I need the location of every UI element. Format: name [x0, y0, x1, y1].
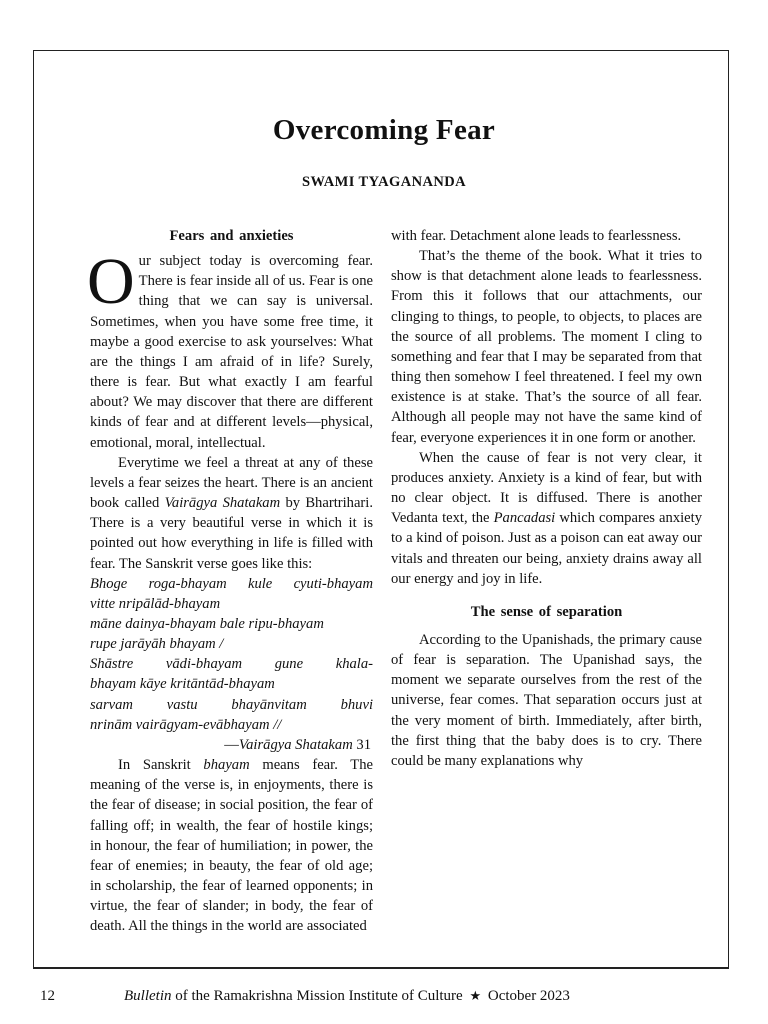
book-title-pancadasi: Pancadasi	[493, 510, 556, 527]
paragraph-meaning-text-a: In Sanskrit	[118, 757, 204, 774]
page-footer	[0, 988, 768, 1008]
journal-name-italic: Bulletin	[124, 988, 172, 1004]
book-title-vairagya: Vairāgya Shatakam	[164, 495, 281, 512]
journal-name-rest: of the Ramakrishna Mission Institute of Culture	[171, 988, 463, 1004]
paragraph-theme: That’s the theme of the book. What it tries to show is that detachment alone leads to fearlessness. From this it follows that our attachments, our clinging to things, to people, to objects, to places are the source of all problems. The moment I cling to something and fear that I may be separated from that thing then somehow I feel threatened. I feel my own existence is at stake. That’s the source of all fear. Although all people may not have the same kind of fear, everyone experiences it in one form or another.	[391, 248, 702, 446]
verse-line: nrinām vairāgyam-evābhayam //	[90, 716, 282, 733]
verse-line: Bhoge roga-bhayam kule cyuti-bhayam	[90, 575, 373, 592]
paragraph-anxiety-text-a: When the cause of fear is not very clear, it produces anxiety. Anxiety is a kind of fear, but with no clear object. It is diffused. There is another Vedanta text, the	[391, 449, 702, 527]
paragraph-anxiety-text-b: which compares anxiety to a kind of poison. Just as a poison can eat away our vitals and threaten our being, anxiety drains away all our energy and joy in life.	[391, 510, 703, 587]
issue-date: October 2023	[487, 988, 570, 1004]
verse-line: sarvam vastu bhayānvitam bhuvi	[90, 696, 373, 713]
paragraph-meaning-text-b: means fear. The meaning of the verse is, in enjoyments, there is the fear of disease; in social position, the fear of falling off; in wealth, the fear of hostile kings; in honour, the fear of humiliation; in power, the fear of enemies; in beauty, the fear of old age; in scholarship, the fear of learned opponents; in virtue, the fear of slander; in body, the fear of death. All the things in the world are associated	[90, 757, 373, 935]
verse-line: bhayam kāye kritāntād-bhayam	[90, 676, 275, 693]
verse-source-title: Vairāgya Shatakam	[238, 736, 353, 753]
article-author: SWAMI TYAGANANDA	[302, 174, 466, 190]
verse-line: Shāstre vādi-bhayam gune khala-	[90, 656, 373, 673]
verse-source-number: 31	[352, 736, 371, 753]
verse-line: vitte nripālād-bhayam	[90, 595, 221, 612]
paragraph-anxiety	[391, 448, 702, 589]
paragraph-separation: According to the Upanishads, the primary cause of fear is separation. The Upanishad says, the moment we separate ourselves from the rest of the universe, fear comes. That separation occurs just at the very moment of birth. Immediately, after birth, the first thing that the baby does is to cry. There could be many explanations why	[391, 631, 702, 769]
section-heading-fears: Fears and anxieties	[169, 228, 294, 244]
section-heading-separation: The sense of separation	[470, 603, 623, 620]
verse-line: rupe jarāyāh bhayam /	[90, 636, 224, 653]
journal-citation	[124, 988, 570, 1005]
star-icon: ★	[469, 988, 482, 1003]
column-left	[87, 226, 373, 936]
paragraph-threat-text-a: Everytime we feel a threat at any of these levels a fear seizes the heart. There is an ancient book called	[90, 454, 373, 512]
verse-source	[90, 735, 373, 755]
sanskrit-verse	[90, 574, 373, 735]
sanskrit-word-bhayam: bhayam	[203, 757, 250, 774]
paragraph-threat-text-b: by Bhartrihari. There is a very beautiful verse in which it is pointed out how everything in life is filled with fear. The Sanskrit verse goes like this:	[90, 495, 373, 572]
paragraph-intro-text: ur subject today is overcoming fear. There is fear inside all of us. Fear is one thing that we can say is universal. Sometimes, when you have some free time, it maybe a good exercise to ask yourselves: What are the things I am afraid of in life? Surely, there is fear. But what exactly I am fearful about? We may discover that there are different kinds of fear and at different levels—physical, emotional, moral, intellectual.	[90, 253, 373, 451]
page-number: 12	[40, 988, 55, 1004]
paragraph-intro	[87, 245, 373, 453]
paragraph-meaning-continued: with fear. Detachment alone leads to fearlessness.	[391, 228, 682, 244]
article-title: Overcoming Fear	[272, 114, 496, 146]
paragraph-meaning	[90, 755, 373, 936]
verse-source-dash: —	[224, 736, 239, 753]
column-right	[391, 226, 702, 771]
drop-cap: O	[87, 245, 135, 319]
verse-line: māne dainya-bhayam bale ripu-bhayam	[90, 615, 324, 632]
paragraph-threat	[90, 453, 373, 574]
